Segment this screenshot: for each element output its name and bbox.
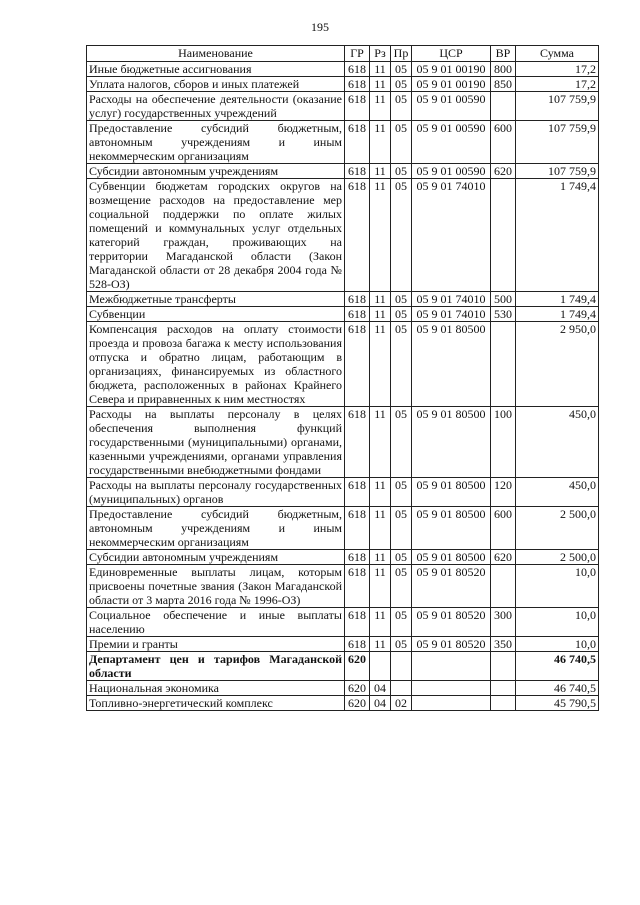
cell-vr — [491, 179, 516, 292]
cell-pr: 02 — [391, 696, 412, 711]
cell-rz: 11 — [370, 322, 391, 407]
table-row — [87, 550, 599, 565]
cell-csr: 05 9 01 74010 — [412, 292, 491, 307]
cell-csr: 05 9 01 80500 — [412, 507, 491, 550]
cell-gr: 618 — [345, 292, 370, 307]
cell-name: Субсидии автономным учреждениям — [87, 550, 345, 565]
cell-name: Национальная экономика — [87, 681, 345, 696]
cell-vr: 100 — [491, 407, 516, 478]
table-row — [87, 292, 599, 307]
cell-name: Иные бюджетные ассигнования — [87, 62, 345, 77]
cell-sum: 1 749,4 — [516, 307, 599, 322]
cell-vr: 850 — [491, 77, 516, 92]
cell-rz: 04 — [370, 696, 391, 711]
cell-rz: 11 — [370, 608, 391, 637]
table-row — [87, 637, 599, 652]
cell-sum: 2 500,0 — [516, 507, 599, 550]
cell-vr: 620 — [491, 164, 516, 179]
cell-csr: 05 9 01 80500 — [412, 407, 491, 478]
header-sum: Сумма — [516, 46, 599, 62]
cell-vr — [491, 565, 516, 608]
cell-sum: 46 740,5 — [516, 652, 599, 681]
cell-sum: 10,0 — [516, 565, 599, 608]
cell-gr: 620 — [345, 681, 370, 696]
table-row — [87, 608, 599, 637]
cell-vr — [491, 92, 516, 121]
cell-csr: 05 9 01 74010 — [412, 307, 491, 322]
cell-sum: 450,0 — [516, 478, 599, 507]
cell-rz: 11 — [370, 121, 391, 164]
cell-sum: 1 749,4 — [516, 179, 599, 292]
cell-vr: 620 — [491, 550, 516, 565]
cell-gr: 618 — [345, 164, 370, 179]
cell-sum: 10,0 — [516, 608, 599, 637]
cell-vr: 530 — [491, 307, 516, 322]
cell-pr — [391, 681, 412, 696]
cell-csr: 05 9 01 80520 — [412, 565, 491, 608]
cell-vr — [491, 696, 516, 711]
cell-csr — [412, 652, 491, 681]
cell-name: Расходы на обеспечение деятельности (оказание услуг) государственных учреждений — [87, 92, 345, 121]
cell-pr: 05 — [391, 62, 412, 77]
cell-pr: 05 — [391, 637, 412, 652]
table-row — [87, 507, 599, 550]
table-row — [87, 696, 599, 711]
cell-csr: 05 9 01 80520 — [412, 637, 491, 652]
cell-rz: 11 — [370, 307, 391, 322]
cell-name: Уплата налогов, сборов и иных платежей — [87, 77, 345, 92]
cell-pr: 05 — [391, 307, 412, 322]
header-name: Наименование — [87, 46, 345, 62]
cell-vr: 800 — [491, 62, 516, 77]
cell-csr: 05 9 01 74010 — [412, 179, 491, 292]
cell-rz — [370, 652, 391, 681]
cell-vr: 350 — [491, 637, 516, 652]
cell-pr: 05 — [391, 164, 412, 179]
cell-gr: 620 — [345, 652, 370, 681]
cell-pr: 05 — [391, 292, 412, 307]
header-rz: Рз — [370, 46, 391, 62]
cell-name: Субвенции бюджетам городских округов на возмещение расходов на предоставление мер социальной поддержки по оплате жилых помещений и коммунальных услуг отдельных категорий граждан, проживающих на территории Магаданской области (Закон Магаданской области от 28 декабря 2004 года № 528-ОЗ) — [87, 179, 345, 292]
cell-name: Субвенции — [87, 307, 345, 322]
cell-gr: 618 — [345, 550, 370, 565]
cell-gr: 618 — [345, 307, 370, 322]
cell-rz: 11 — [370, 164, 391, 179]
table-row — [87, 92, 599, 121]
table-row — [87, 407, 599, 478]
table-body — [87, 62, 599, 711]
table-row — [87, 307, 599, 322]
cell-sum: 45 790,5 — [516, 696, 599, 711]
cell-name: Компенсация расходов на оплату стоимости проезда и провоза багажа к месту использования отпуска и обратно лицам, работающим в организациях, финансируемых из областного бюджета, расположенных в районах Крайнего Севера и приравненных к ним местностях — [87, 322, 345, 407]
cell-gr: 620 — [345, 696, 370, 711]
cell-gr: 618 — [345, 565, 370, 608]
table-row — [87, 681, 599, 696]
cell-csr: 05 9 01 00590 — [412, 92, 491, 121]
cell-pr — [391, 652, 412, 681]
header-vr: ВР — [491, 46, 516, 62]
cell-pr: 05 — [391, 77, 412, 92]
cell-rz: 11 — [370, 62, 391, 77]
cell-csr: 05 9 01 00590 — [412, 121, 491, 164]
cell-rz: 11 — [370, 637, 391, 652]
cell-csr: 05 9 01 00590 — [412, 164, 491, 179]
cell-sum: 450,0 — [516, 407, 599, 478]
cell-pr: 05 — [391, 507, 412, 550]
cell-name: Социальное обеспечение и иные выплаты населению — [87, 608, 345, 637]
cell-gr: 618 — [345, 77, 370, 92]
cell-name: Премии и гранты — [87, 637, 345, 652]
cell-sum: 2 950,0 — [516, 322, 599, 407]
cell-pr: 05 — [391, 608, 412, 637]
table-row — [87, 62, 599, 77]
cell-vr: 600 — [491, 121, 516, 164]
table-row — [87, 121, 599, 164]
cell-gr: 618 — [345, 121, 370, 164]
cell-vr — [491, 681, 516, 696]
table-row — [87, 652, 599, 681]
cell-rz: 11 — [370, 507, 391, 550]
cell-pr: 05 — [391, 322, 412, 407]
cell-rz: 11 — [370, 407, 391, 478]
cell-name: Предоставление субсидий бюджетным, автономным учреждениям и иным некоммерческим организациям — [87, 121, 345, 164]
cell-pr: 05 — [391, 179, 412, 292]
page-number: 195 — [311, 20, 329, 34]
cell-csr: 05 9 01 80520 — [412, 608, 491, 637]
table-row — [87, 164, 599, 179]
cell-gr: 618 — [345, 507, 370, 550]
cell-rz: 11 — [370, 565, 391, 608]
cell-csr — [412, 681, 491, 696]
cell-vr: 300 — [491, 608, 516, 637]
cell-gr: 618 — [345, 322, 370, 407]
cell-rz: 11 — [370, 478, 391, 507]
cell-sum: 46 740,5 — [516, 681, 599, 696]
cell-sum: 10,0 — [516, 637, 599, 652]
cell-csr: 05 9 01 00190 — [412, 62, 491, 77]
cell-csr: 05 9 01 00190 — [412, 77, 491, 92]
cell-rz: 11 — [370, 179, 391, 292]
budget-table — [86, 45, 599, 711]
table-row — [87, 77, 599, 92]
cell-sum: 1 749,4 — [516, 292, 599, 307]
cell-sum: 107 759,9 — [516, 121, 599, 164]
table-row — [87, 565, 599, 608]
cell-vr: 600 — [491, 507, 516, 550]
cell-rz: 11 — [370, 550, 391, 565]
cell-gr: 618 — [345, 478, 370, 507]
cell-name: Расходы на выплаты персоналу в целях обеспечения выполнения функций государственными (муниципальными) органами, казенными учреждениями, органами управления государственными внебюджетными фондами — [87, 407, 345, 478]
cell-name: Единовременные выплаты лицам, которым присвоены почетные звания (Закон Магаданской области от 3 марта 2016 года № 1996-ОЗ) — [87, 565, 345, 608]
cell-name: Расходы на выплаты персоналу государственных (муниципальных) органов — [87, 478, 345, 507]
table-row — [87, 179, 599, 292]
cell-csr: 05 9 01 80500 — [412, 478, 491, 507]
cell-vr — [491, 322, 516, 407]
cell-sum: 107 759,9 — [516, 92, 599, 121]
cell-rz: 04 — [370, 681, 391, 696]
table-row — [87, 322, 599, 407]
cell-sum: 17,2 — [516, 62, 599, 77]
cell-csr — [412, 696, 491, 711]
header-gr: ГР — [345, 46, 370, 62]
cell-gr: 618 — [345, 608, 370, 637]
cell-pr: 05 — [391, 550, 412, 565]
cell-gr: 618 — [345, 637, 370, 652]
cell-rz: 11 — [370, 77, 391, 92]
cell-pr: 05 — [391, 92, 412, 121]
cell-sum: 107 759,9 — [516, 164, 599, 179]
cell-name: Департамент цен и тарифов Магаданской области — [87, 652, 345, 681]
cell-rz: 11 — [370, 292, 391, 307]
table-row — [87, 478, 599, 507]
cell-sum: 2 500,0 — [516, 550, 599, 565]
cell-vr — [491, 652, 516, 681]
cell-pr: 05 — [391, 478, 412, 507]
cell-csr: 05 9 01 80500 — [412, 550, 491, 565]
cell-name: Топливно-энергетический комплекс — [87, 696, 345, 711]
cell-name: Предоставление субсидий бюджетным, автономным учреждениям и иным некоммерческим организациям — [87, 507, 345, 550]
cell-vr: 500 — [491, 292, 516, 307]
cell-csr: 05 9 01 80500 — [412, 322, 491, 407]
cell-sum: 17,2 — [516, 77, 599, 92]
cell-pr: 05 — [391, 121, 412, 164]
cell-rz: 11 — [370, 92, 391, 121]
table-header-row — [87, 46, 599, 62]
cell-vr: 120 — [491, 478, 516, 507]
cell-gr: 618 — [345, 62, 370, 77]
cell-pr: 05 — [391, 407, 412, 478]
header-csr: ЦСР — [412, 46, 491, 62]
cell-name: Субсидии автономным учреждениям — [87, 164, 345, 179]
cell-pr: 05 — [391, 565, 412, 608]
header-pr: Пр — [391, 46, 412, 62]
cell-gr: 618 — [345, 179, 370, 292]
cell-gr: 618 — [345, 407, 370, 478]
cell-name: Межбюджетные трансферты — [87, 292, 345, 307]
cell-gr: 618 — [345, 92, 370, 121]
